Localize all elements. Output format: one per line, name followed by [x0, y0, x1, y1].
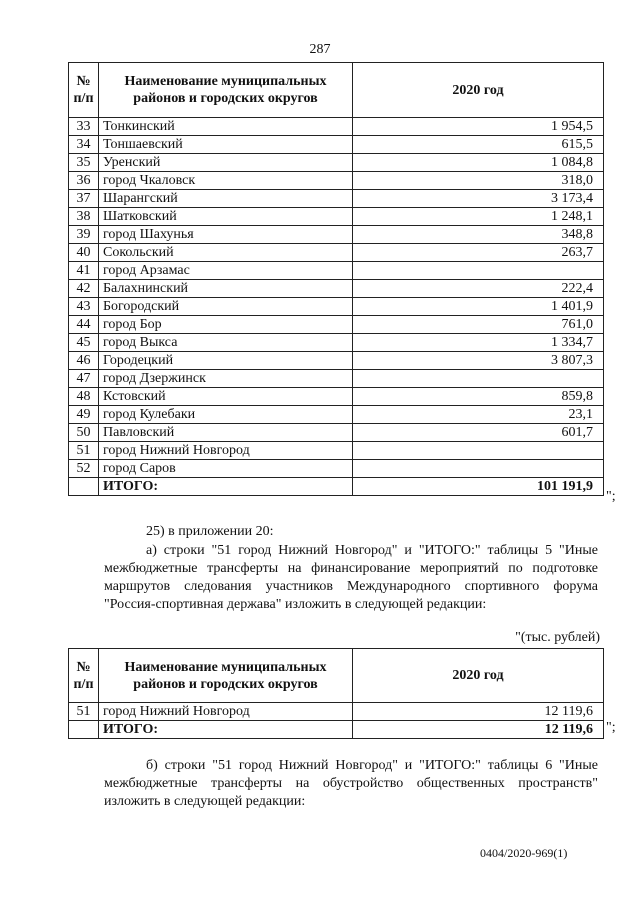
page-number: 287 [309, 42, 331, 57]
row-municipality: Уренский [99, 154, 353, 172]
row-municipality: Балахнинский [99, 280, 353, 298]
row-municipality: город Нижний Новгород [99, 703, 353, 721]
row-number: 40 [69, 244, 99, 262]
row-number: 51 [69, 703, 99, 721]
row-value: 263,7 [353, 244, 604, 262]
row-municipality: Шатковский [99, 208, 353, 226]
row-municipality: Шарангский [99, 190, 353, 208]
header-number: № п/п [69, 649, 99, 703]
row-value: 3 807,3 [353, 352, 604, 370]
paragraph-a: а) строки "51 город Нижний Новгород" и "ИТОГО:" таблицы 5 "Иные межбюджетные трансферты на финансирование мероприятий по подготовке маршрутов следования участников Международного спортивного форума "Россия-спортивная держава" изложить в следующей редакции: [104, 543, 598, 612]
row-value: 1 954,5 [353, 118, 604, 136]
table-header-row [69, 63, 604, 118]
table-row [69, 352, 604, 370]
closing-quote-table2: "; [606, 720, 616, 735]
row-municipality: город Нижний Новгород [99, 442, 353, 460]
row-municipality: Сокольский [99, 244, 353, 262]
row-municipality: город Бор [99, 316, 353, 334]
total-label: ИТОГО: [99, 721, 353, 739]
row-value: 1 248,1 [353, 208, 604, 226]
table-row [69, 442, 604, 460]
table-row [69, 703, 604, 721]
row-number: 48 [69, 388, 99, 406]
row-number: 39 [69, 226, 99, 244]
row-municipality: город Арзамас [99, 262, 353, 280]
row-municipality: Тоншаевский [99, 136, 353, 154]
row-value: 3 173,4 [353, 190, 604, 208]
row-value: 1 401,9 [353, 298, 604, 316]
units-label: "(тыс. рублей) [515, 630, 600, 645]
row-value [353, 460, 604, 478]
row-municipality: Тонкинский [99, 118, 353, 136]
row-municipality: город Чкаловск [99, 172, 353, 190]
total-row [69, 478, 604, 496]
row-municipality: Богородский [99, 298, 353, 316]
row-value: 12 119,6 [353, 703, 604, 721]
header-year-2020: 2020 год [353, 63, 604, 118]
row-number: 51 [69, 442, 99, 460]
row-municipality: Городецкий [99, 352, 353, 370]
row-number: 43 [69, 298, 99, 316]
row-number: 49 [69, 406, 99, 424]
row-number: 52 [69, 460, 99, 478]
header-municipality: Наименование муниципальных районов и городских округов [99, 649, 353, 703]
row-value: 859,8 [353, 388, 604, 406]
header-municipality: Наименование муниципальных районов и городских округов [99, 63, 353, 118]
row-value [353, 370, 604, 388]
row-municipality: город Саров [99, 460, 353, 478]
row-number: 46 [69, 352, 99, 370]
table-row [69, 154, 604, 172]
row-value: 761,0 [353, 316, 604, 334]
document-code: 0404/2020-969(1) [480, 846, 568, 860]
table-row [69, 208, 604, 226]
total-empty-cell [69, 478, 99, 496]
table-row [69, 370, 604, 388]
row-value: 23,1 [353, 406, 604, 424]
row-municipality: Павловский [99, 424, 353, 442]
table-row [69, 298, 604, 316]
paragraph-25: 25) в приложении 20: [146, 524, 274, 539]
row-value: 348,8 [353, 226, 604, 244]
table-row [69, 388, 604, 406]
row-number: 42 [69, 280, 99, 298]
row-municipality: город Выкса [99, 334, 353, 352]
table-row [69, 172, 604, 190]
table-row [69, 424, 604, 442]
header-number: № п/п [69, 63, 99, 118]
table-row [69, 118, 604, 136]
header-year-2020: 2020 год [353, 649, 604, 703]
row-number: 50 [69, 424, 99, 442]
row-value [353, 442, 604, 460]
total-value: 101 191,9 [353, 478, 604, 496]
row-value: 1 334,7 [353, 334, 604, 352]
paragraph-b: б) строки "51 город Нижний Новгород" и "ИТОГО:" таблицы 6 "Иные межбюджетные трансферты на обустройство общественных пространств" изложить в следующей редакции: [104, 758, 598, 809]
row-value: 601,7 [353, 424, 604, 442]
total-row [69, 721, 604, 739]
table-row [69, 460, 604, 478]
appropriations-table-continued [68, 62, 604, 496]
row-municipality: город Дзержинск [99, 370, 353, 388]
row-value: 318,0 [353, 172, 604, 190]
row-number: 37 [69, 190, 99, 208]
table-row [69, 136, 604, 154]
row-value [353, 262, 604, 280]
table-row [69, 334, 604, 352]
table2-header-row [69, 649, 604, 703]
table-row [69, 316, 604, 334]
total-value: 12 119,6 [353, 721, 604, 739]
row-number: 44 [69, 316, 99, 334]
table-row [69, 262, 604, 280]
row-number: 38 [69, 208, 99, 226]
row-municipality: Кстовский [99, 388, 353, 406]
row-number: 47 [69, 370, 99, 388]
row-value: 222,4 [353, 280, 604, 298]
total-label: ИТОГО: [99, 478, 353, 496]
row-number: 35 [69, 154, 99, 172]
table-row [69, 406, 604, 424]
row-municipality: город Кулебаки [99, 406, 353, 424]
row-number: 34 [69, 136, 99, 154]
row-value: 615,5 [353, 136, 604, 154]
total-empty-cell [69, 721, 99, 739]
table-row [69, 280, 604, 298]
row-number: 45 [69, 334, 99, 352]
table-row [69, 226, 604, 244]
nizhny-novgorod-table5 [68, 648, 604, 739]
table-row [69, 190, 604, 208]
row-number: 41 [69, 262, 99, 280]
row-number: 36 [69, 172, 99, 190]
row-number: 33 [69, 118, 99, 136]
table-row [69, 244, 604, 262]
row-value: 1 084,8 [353, 154, 604, 172]
row-municipality: город Шахунья [99, 226, 353, 244]
closing-quote-table1: "; [606, 489, 616, 504]
